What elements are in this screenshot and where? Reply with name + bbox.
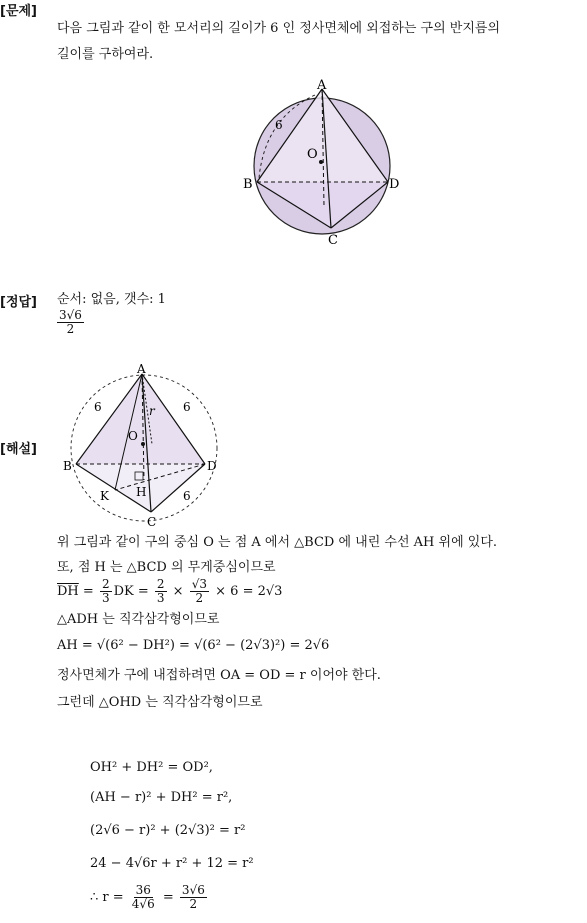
answer-tag: [정답] xyxy=(0,295,37,310)
answer-numerator: 3√6 xyxy=(59,308,82,322)
fig2-label-K: K xyxy=(100,489,109,503)
fig2-label-H: H xyxy=(136,485,147,499)
fig2-edge-label-3: 6 xyxy=(183,489,191,503)
fig2-label-C: C xyxy=(147,515,157,529)
fig2-edge-label-2: 6 xyxy=(183,400,191,414)
tetrahedron-construction-figure xyxy=(60,362,235,530)
equation-ah: AH = √(6² − DH²) = √(6² − (2√3)²) = 2√6 xyxy=(57,638,330,653)
fig2-label-D: D xyxy=(207,459,217,473)
fig2-label-r: r xyxy=(149,404,155,418)
fig1-label-A: A xyxy=(317,78,327,93)
step-4: 24 − 4√6r + r² + 12 = r² xyxy=(90,856,254,871)
fig2-label-O: O xyxy=(128,429,138,443)
sphere-tetrahedron-figure xyxy=(235,78,410,250)
answer-fraction xyxy=(55,309,86,336)
equation-dh: $\overline{DH}$ = $\frac{2}{3}$ DK = $\frac{2}{3}$ × $\frac{√3}{2}$ × 6 = 2√3 xyxy=(57,577,283,605)
solution-line-2: 또, 점 H 는 △BCD 의 무게중심이므로 xyxy=(57,560,276,575)
problem-text-line1: 다음 그림과 같이 한 모서리의 길이가 6 인 정사면체에 외접하는 구의 반지름의 xyxy=(57,21,501,36)
step-2: (AH − r)² + DH² = r², xyxy=(90,790,233,805)
solution-line-1: 위 그림과 같이 구의 중심 O 는 점 A 에서 △BCD 에 내린 수선 AH 위에 있다. xyxy=(57,535,498,550)
final-result: ∴ r = $\frac{36}{4√6}$ = $\frac{3√6}{2}$ xyxy=(90,883,205,911)
fig2-edge-label-1: 6 xyxy=(94,400,102,414)
fig1-label-C: C xyxy=(328,233,338,248)
step-1: OH² + DH² = OD², xyxy=(90,760,213,775)
fig1-edge-label: 6 xyxy=(275,118,283,132)
solution-line-4: 정사면체가 구에 내접하려면 OA = OD = r 이어야 한다. xyxy=(57,668,381,683)
answer-denominator: 2 xyxy=(66,322,75,336)
fig2-label-B: B xyxy=(63,459,72,473)
fig1-label-O: O xyxy=(307,147,318,162)
step-3: (2√6 − r)² + (2√3)² = r² xyxy=(90,823,246,838)
fig2-label-A: A xyxy=(137,362,146,376)
problem-tag: [문제] xyxy=(0,4,37,19)
problem-text-line2: 길이를 구하여라. xyxy=(57,47,154,62)
fig1-label-D: D xyxy=(389,177,400,192)
solution-line-3: △ADH 는 직각삼각형이므로 xyxy=(57,612,220,627)
solution-line-5: 그런데 △OHD 는 직각삼각형이므로 xyxy=(57,695,263,710)
fig1-label-B: B xyxy=(243,177,253,192)
solution-tag: [해설] xyxy=(0,442,37,457)
answer-meta: 순서: 없음, 갯수: 1 xyxy=(57,292,166,307)
